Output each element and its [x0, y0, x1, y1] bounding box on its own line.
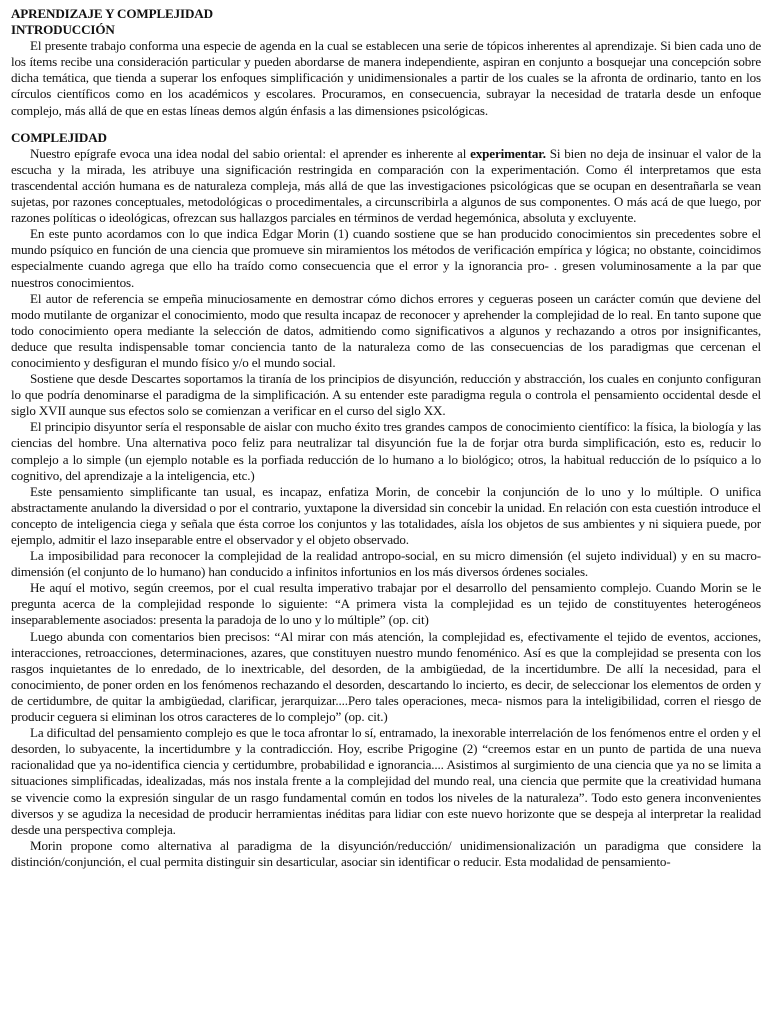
paragraph-7: La imposibilidad para reconocer la complejidad de la realidad antropo-social, en su micro dimensión (el sujeto individual) y en su macro-dimensión (el conjunto de lo humano) han conducido a infinitos infortunios en los más diversos órdenes sociales. [11, 548, 761, 580]
paragraph-6: Este pensamiento simplificante tan usual, es incapaz, enfatiza Morin, de concebir la conjunción de lo uno y lo múltiple. O unifica abstractamente anulando la diversidad o por el contrario, yuxtapone la diversidad sin concebir la unidad. En relación con esta cuestión introduce el concepto de inteligencia ciega y señala que ésta corroe los conjuntos y las totalidades, aísla los objetos de sus ambientes y ni siquiera puede, por ejemplo, admitir el lazo inseparable entre el observador y el objeto observado. [11, 483, 761, 547]
intro-paragraph: El presente trabajo conforma una especie de agenda en la cual se establecen una serie de tópicos inherentes al aprendizaje. Si bien cada uno de los ítems recibe una consideración particular y pueden abordarse de manera independiente, aspiran en conjunto a bosquejar una concepción sobre dicha temática, que tienda a superar los enfoques simplificación y unidimensionales a partir de los cuales se la afronta de ordinario, tanto en los círculos científicos como en los académicos y escolares. Procuramos, en consecuencia, subrayar la necesidad de tratarla desde un enfoque complejo, más allá de que en estas líneas demos algún énfasis a las dimensiones psicológicas. [11, 38, 761, 118]
section-heading-complejidad: COMPLEJIDAD [11, 129, 107, 145]
section-spacer [11, 119, 761, 130]
paragraph-11: Morin propone como alternativa al paradigma de la disyunción/reducción/ unidimensionalización un paradigma que considere la distinción/conjunción, el cual permita distinguir sin desarticular, asociar sin identificar o reducir. Esta modalidad de pensamiento- [11, 837, 761, 869]
intro-heading: INTRODUCCIÓN [11, 22, 115, 38]
paragraph-1-start: Nuestro epígrafe evoca una idea nodal del sabio oriental: el aprender es inherente al [30, 145, 471, 161]
paragraph-8: He aquí el motivo, según creemos, por el cual resulta imperativo trabajar por el desarrollo del pensamiento complejo. Cuando Morin se le pregunta acerca de la complejidad responde lo siguiente: “A primera vista la complejidad es un tejido de constituyentes heterogéneos inseparablemente asociados: presenta la paradoja de lo uno y lo múltiple” (op. cit) [11, 580, 761, 628]
paragraph-4: Sostiene que desde Descartes soportamos la tiranía de los principios de disyunción, reducción y abstracción, los cuales en conjunto configuran lo que podría denominarse el paradigma de la simplificación. A su entender este paradigma regula o controla el pensamiento occidental desde el siglo XVII aunque sus efectos solo se comienzan a verificar en el curso del siglo XX. [11, 371, 761, 419]
paragraph-1-end: Si bien no deja de insinuar el valor de la escucha y la mirada, les atribuye una significación restringida en comparación con la experimentación. Como él interpretamos que esta trascendental acción humana es de naturaleza compleja, más allá de que las investigaciones psicológicas que se ocupan en desentrañarla se vean sujetas, por razones conceptuales, metodológicas o procedimentales, a circunscribirla a algunos de sus componentes. O más acá de que luego, por razones políticas o ideológicas, ofrezcan sus hallazgos parciales en términos de verdad hegemónica, absoluta y excluyente. [11, 145, 761, 226]
paragraph-9: Luego abunda con comentarios bien precisos: “Al mirar con más atención, la complejidad es, efectivamente el tejido de eventos, acciones, interacciones, retroacciones, determinaciones, azares, que constituyen nuestro mundo fenoménico. Así es que la complejidad se presenta con los rasgos inquietantes de lo enredado, de lo inextricable, del desorden, de la ambigüedad, de la incertidumbre. De allí la necesidad, para el conocimiento, de poner orden en los fenómenos rechazando el desorden, descartando lo incierto, es decir, de seleccionar los elementos de orden y de certidumbre, de quitar la ambigüedad, clarificar, jerarquizar....Pero tales operaciones, meca- nismos para la inteligibilidad, corren el riesgo de producir ceguera si eliminan los otros caracteres de lo complejo” (op. cit.) [11, 628, 761, 725]
paragraph-3: El autor de referencia se empeña minuciosamente en demostrar cómo dichos errores y cegueras poseen un carácter común que deviene del modo mutilante de organizar el conocimiento, modo que resulta incapaz de reconocer y aprehender la complejidad de lo real. En tanto supone que todo conocimiento opera mediante la selección de datos, admitiendo como significativos a algunos y rechazando a otros por insignificantes, deduce que resulta indispensable tomar conciencia tanto de la naturaleza como de las consecuencias de los paradigmas que cercenan el conocimiento y desfiguran el mundo físico y/o el mundo social. [11, 290, 761, 370]
paragraph-10: La dificultad del pensamiento complejo es que le toca afrontar lo sí, entramado, la inexorable interrelación de los fenómenos entre el orden y el desorden, lo subyacente, la incertidumbre y la contradicción. Hoy, escribe Prigogine (2) “creemos estar en un punto de partida de una nueva racionalidad que ya no-identifica ciencia y certidumbre, probabilidad e ignorancia.... Asistimos al surgimiento de una ciencia que ya no se limita a situaciones simplificadas, idealizadas, más nos instala frente a la complejidad del mundo real, una ciencia que permite que la creatividad humana se vivencie como la expresión singular de un rasgo fundamental común en todos los niveles de la naturaleza”. Todo esto genera inconvenientes diversos y se agudiza la necesidad de producir herramientas inéditas para lidiar con este nuevo horizonte que se despeja al interpretar la realidad desde una perspectiva compleja. [11, 725, 761, 837]
document-page [11, 6, 761, 870]
paragraph-1 [11, 146, 761, 226]
paragraph-2: En este punto acordamos con lo que indica Edgar Morin (1) cuando sostiene que se han producido conocimientos sin precedentes sobre el mundo psíquico en función de una ciencia que promueve sin miramientos los métodos de verificación empírica y lógica; no obstante, coincidimos especialmente cuando agrega que ello ha traído como consecuencia que el error y la ignorancia pro- . gresen voluminosamente a la par que nuestros conocimientos. [11, 226, 761, 290]
document-title: APRENDIZAJE Y COMPLEJIDAD [11, 6, 213, 21]
paragraph-5: El principio disyuntor sería el responsable de aislar con mucho éxito tres grandes campos de conocimiento científico: la física, la biología y las ciencias del hombre. Una alternativa poco feliz para neutralizar tal disyunción fue la de forjar otra burda simplificación, esto es, reducir lo complejo a lo simple (un ejemplo notable es la porfiada reducción de lo humano a lo biológico; otros, la habitual reducción de lo psíquico a lo cognitivo, del aprendizaje a la inteligencia, etc.) [11, 419, 761, 483]
paragraph-1-emphasis: experimentar. [470, 145, 546, 161]
